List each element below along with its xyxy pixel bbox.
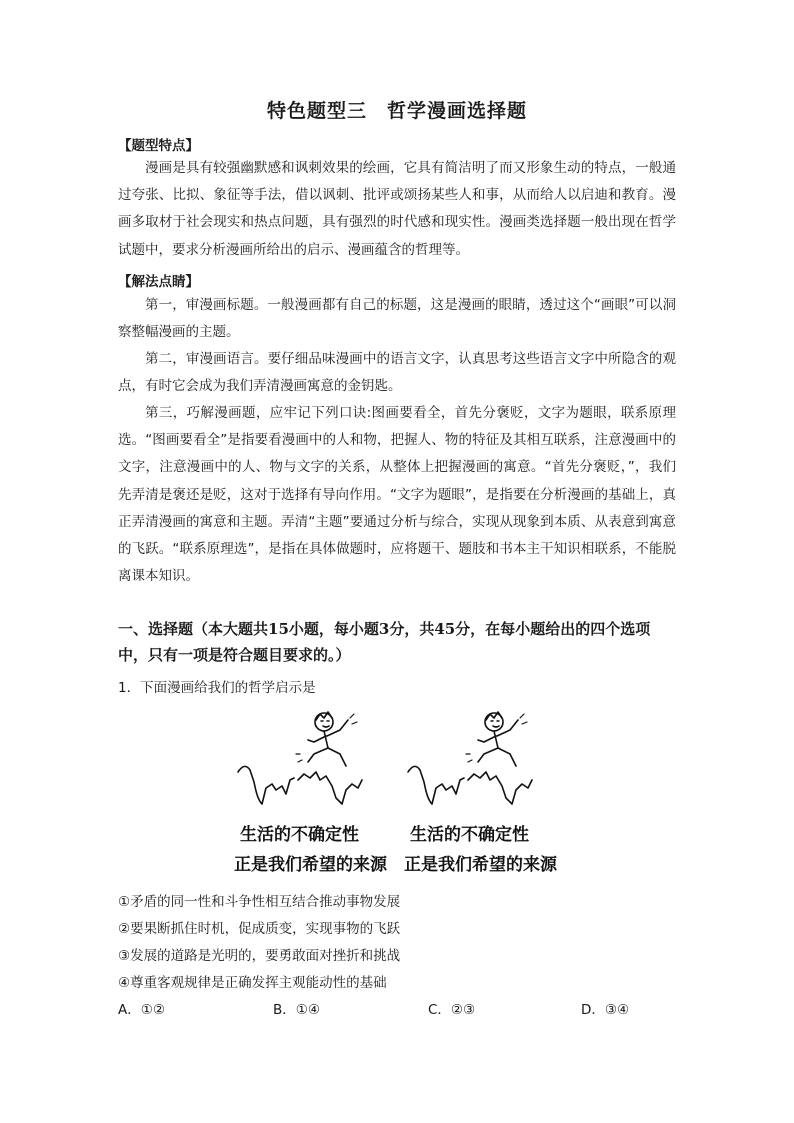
method-paragraph-2: 第二，审漫画语言。要仔细品味漫画中的语言文字，认真思考这些语言文字中所隐含的观点，有时它会成为我们弄清漫画寓意的金钥匙。 — [118, 351, 676, 395]
answer-choice-a[interactable]: A．①② — [118, 1002, 165, 1018]
answer-choice-c[interactable]: C．②③ — [428, 1002, 476, 1018]
cartoon-caption-left-line2: 正是我们希望的来源 — [234, 855, 387, 875]
page-title: 特色题型三 哲学漫画选择题 — [266, 100, 527, 122]
features-paragraph: 漫画是具有较强幽默感和讽刺效果的绘画，它具有简洁明了而又形象生动的特点，一般通过夸张、比拟、象征等手法，借以讽刺、批评或颂扬某些人和事，从而给人以启迪和教育。漫画多取材于社会现实和热点问题，具有强烈的时代感和现实性。漫画类选择题一般出现在哲学试题中，要求分析漫画所给出的启示、漫画蕴含的哲理等。 — [118, 160, 676, 258]
answer-choice-d[interactable]: D．③④ — [581, 1002, 630, 1018]
part-heading: 一、选择题（本大题共15小题，每小题3分，共45分，在每小题给出的四个选项中，只有一项是符合题目要求的。） — [118, 620, 651, 664]
cartoon-image — [228, 700, 564, 882]
method-paragraph-3: 第三，巧解漫画题，应牢记下列口诀:图画要看全，首先分褒贬，文字为题眼，联系原理选。“图画要看全”是指要看漫画中的人和物，把握人、物的特征及其相互联系，注意漫画中的文字，注意漫画中的人、物与文字的关系，从整体上把握漫画的寓意。“首先分褒贬，”，我们先弄清是褒还是贬，这对于选择有导向作用。“文字为题眼”，是指要在分析漫画的基础上，真正弄清漫画的寓意和主题。弄清“主题”要通过分析与综合，实现从现象到本质、从表意到寓意的飞跃。“联系原理选”，是指在具体做题时，应将题干、题肢和书本主干知识相联系，不能脱离课本知识。 — [118, 405, 676, 585]
option-statement-3: ③发展的道路是光明的，要勇敢面对挫折和挑战 — [118, 948, 401, 964]
option-statement-4: ④尊重客观规律是正确发挥主观能动性的基础 — [118, 975, 387, 991]
option-statement-1: ①矛盾的同一性和斗争性相互结合推动事物发展 — [118, 894, 401, 910]
method-paragraph-1: 第一，审漫画标题。一般漫画都有自己的标题，这是漫画的眼睛，透过这个“画眼”可以洞察整幅漫画的主题。 — [118, 297, 676, 341]
question-1-stem: 1．下面漫画给我们的哲学启示是 — [118, 680, 316, 696]
cartoon-panel-right — [408, 712, 532, 804]
answer-choice-b[interactable]: B．①④ — [273, 1002, 320, 1018]
cartoon-caption-right-line2: 正是我们希望的来源 — [404, 855, 557, 875]
answer-choices — [118, 998, 678, 1018]
cartoon-caption-right-line1: 生活的不确定性 — [410, 825, 529, 845]
cartoon-caption-left-line1: 生活的不确定性 — [240, 825, 359, 845]
cartoon-panel-left — [238, 712, 362, 804]
section-heading-method: 【解法点睛】 — [118, 274, 199, 290]
section-heading-features: 【题型特点】 — [118, 138, 199, 154]
option-statement-2: ②要果断抓住时机，促成质变，实现事物的飞跃 — [118, 921, 401, 937]
